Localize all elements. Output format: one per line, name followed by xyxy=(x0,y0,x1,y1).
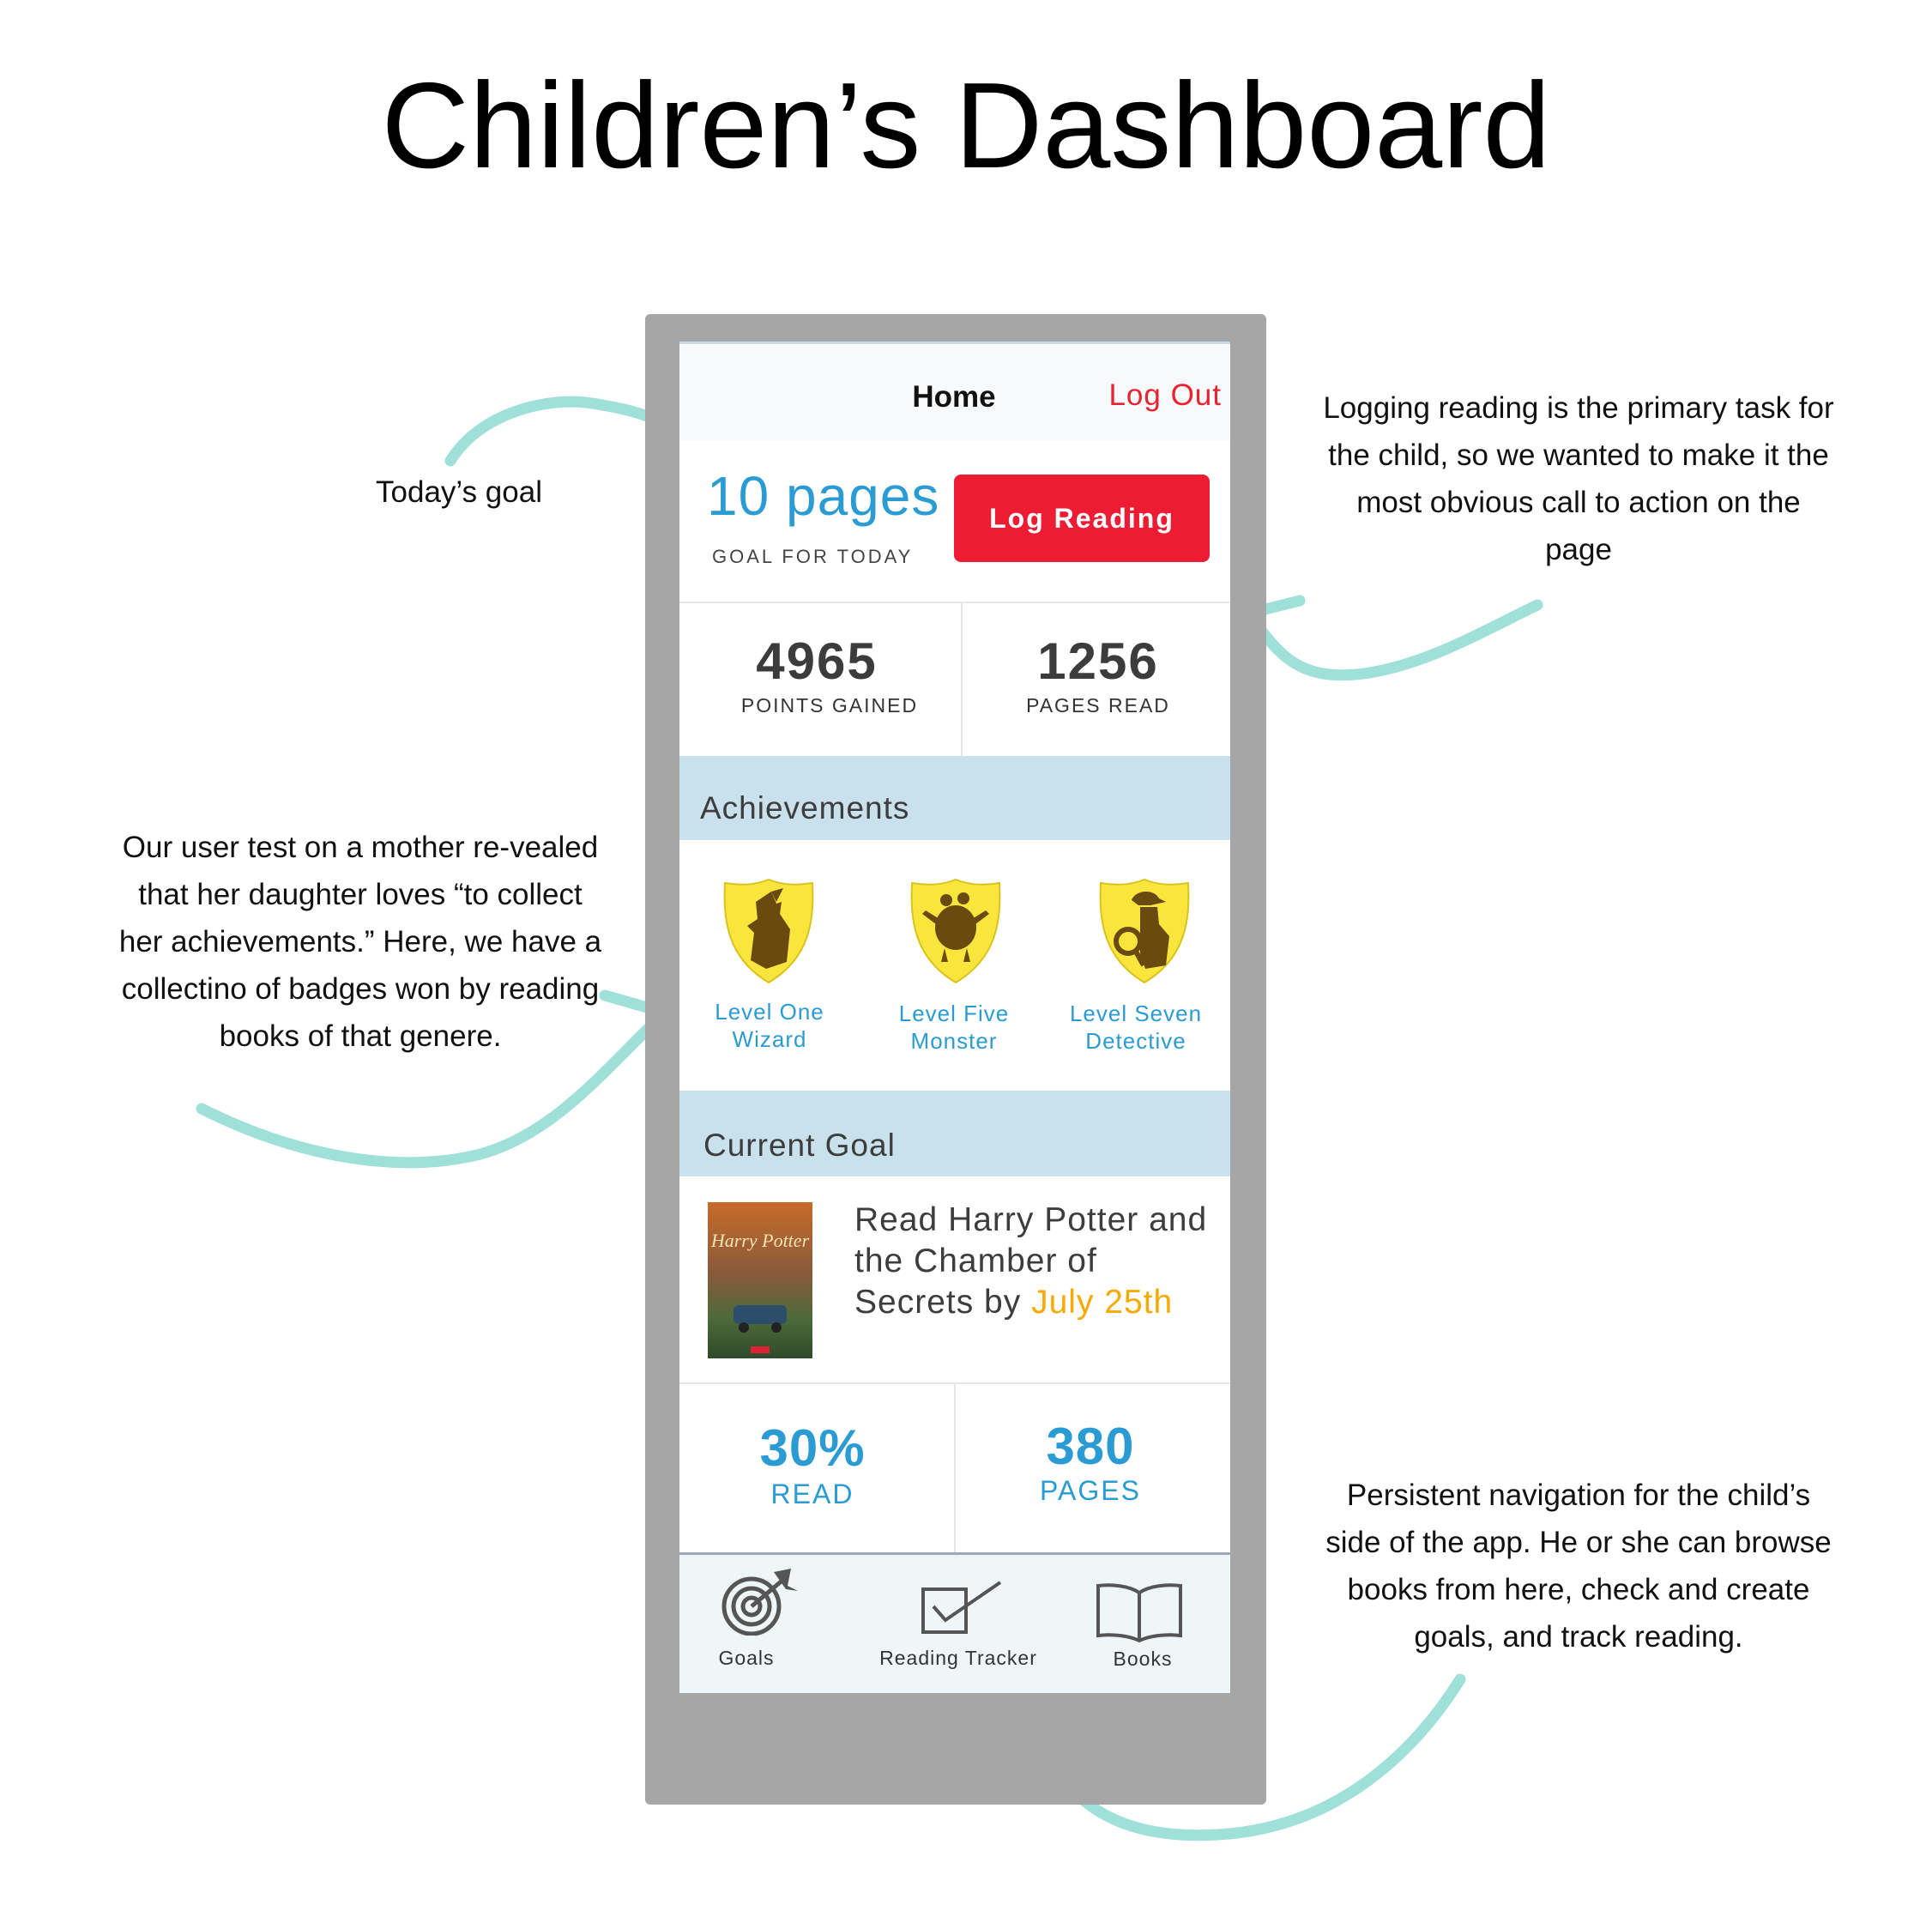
divider xyxy=(679,602,1230,603)
badge-label-wizard xyxy=(688,998,851,1053)
pages-total-caption: PAGES xyxy=(1040,1475,1141,1506)
detective-badge-icon[interactable] xyxy=(1097,876,1192,986)
pages-read-caption: PAGES READ xyxy=(1026,694,1170,717)
annotation-navigation: Persistent navigation for the child’s side of the app. He or she can browse books from here, check and create goals, and track reading. xyxy=(1325,1479,1832,1654)
annotation-achievements: Our user test on a mother re-vealed that her daughter loves “to collect her achievements.” Here, we have a collectino of badges won by reading books of that genere. xyxy=(118,831,602,1053)
nav-reading-tracker-label: Reading Tracker xyxy=(879,1647,1037,1669)
badge-genre: Detective xyxy=(1085,1028,1186,1054)
log-reading-button[interactable]: Log Reading xyxy=(954,475,1210,562)
pages-total-value: 380 xyxy=(1046,1418,1135,1475)
book-icon xyxy=(1095,1581,1184,1642)
checkbox-icon xyxy=(920,1577,1005,1637)
achievements-title: Achievements xyxy=(700,790,910,825)
annotation-todays-goal: Today’s goal xyxy=(376,475,542,509)
home-title: Home xyxy=(912,380,996,414)
daily-goal-caption: GOAL FOR TODAY xyxy=(712,546,914,567)
badge-genre: Wizard xyxy=(732,1026,807,1052)
badge-label-detective xyxy=(1054,1000,1217,1055)
current-goal-description: Read Harry Potter and the Chamber of Secrets by xyxy=(854,1201,1208,1321)
percent-read-value: 30% xyxy=(759,1419,866,1477)
nav-books-label: Books xyxy=(1113,1648,1173,1670)
points-gained-caption: POINTS GAINED xyxy=(740,694,919,717)
badge-level: Level Five xyxy=(898,1001,1010,1026)
logout-link[interactable]: Log Out xyxy=(1108,378,1222,412)
current-goal-title: Current Goal xyxy=(703,1128,896,1163)
page-title: Children’s Dashboard xyxy=(381,57,1551,194)
bottom-navigation xyxy=(679,1552,1230,1693)
nav-goals-label: Goals xyxy=(718,1647,775,1669)
divider xyxy=(961,602,963,756)
points-gained-value: 4965 xyxy=(756,632,878,690)
nav-goals[interactable] xyxy=(679,1555,860,1693)
annotation-log-reading: Logging reading is the primary task for the child, so we wanted to make it the most obvious call to action on the page xyxy=(1323,391,1834,566)
book-cover-title: Harry Potter xyxy=(710,1230,810,1251)
wizard-badge-icon[interactable] xyxy=(721,876,816,986)
current-goal-date: July 25th xyxy=(1031,1284,1174,1321)
badge-level: Level Seven xyxy=(1069,1001,1203,1026)
app-screen xyxy=(679,342,1230,1693)
pages-read-value: 1256 xyxy=(1037,632,1159,690)
current-goal-text xyxy=(854,1200,1215,1323)
arrow-log-reading xyxy=(1248,601,1537,675)
monster-badge-icon[interactable] xyxy=(909,876,1003,986)
divider xyxy=(954,1382,956,1552)
badge-label-monster xyxy=(872,1000,1035,1055)
target-icon xyxy=(714,1567,800,1636)
book-cover-image[interactable] xyxy=(708,1202,812,1358)
daily-goal-value: 10 pages xyxy=(707,465,940,527)
nav-reading-tracker[interactable] xyxy=(860,1555,1057,1693)
app-header xyxy=(679,344,1230,440)
percent-read-caption: READ xyxy=(770,1479,854,1509)
nav-books[interactable] xyxy=(1057,1555,1230,1693)
badge-genre: Monster xyxy=(910,1028,998,1054)
badge-level: Level One xyxy=(715,999,824,1025)
